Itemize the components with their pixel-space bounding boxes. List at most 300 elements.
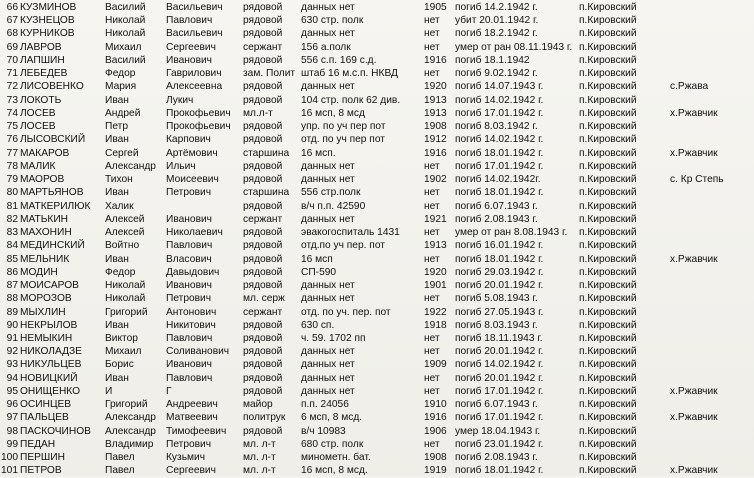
row-birth-year: 1916 xyxy=(424,412,447,424)
row-birth-year: 1922 xyxy=(424,306,447,318)
row-burial-place: п.Кировский xyxy=(579,385,637,397)
row-unit: данных нет xyxy=(301,346,355,358)
row-birth-year: нет xyxy=(424,253,440,265)
row-surname: МАРТЬЯНОВ xyxy=(20,187,84,199)
table-row xyxy=(0,411,754,424)
row-first-name: Халик xyxy=(105,200,134,212)
row-event: погиб 14.2.1942 г. xyxy=(455,2,538,13)
row-rank: мл. л-т xyxy=(243,438,276,450)
row-rank: рядовой xyxy=(243,174,283,186)
table-row xyxy=(0,239,754,252)
row-unit: 104 стр. полк 62 див. xyxy=(301,94,401,106)
table-row xyxy=(0,332,754,345)
row-unit: штаб 16 м.с.п. НКВД xyxy=(301,68,398,80)
row-number: 76 xyxy=(6,134,18,146)
row-number: 71 xyxy=(6,68,18,80)
row-surname: НОВИЦКИЙ xyxy=(20,372,78,384)
row-patronymic: Прокофьевич xyxy=(166,107,231,119)
row-event: погиб 17.01.1942 г. xyxy=(455,412,544,424)
row-first-name: Тихон xyxy=(105,174,133,186)
row-unit: п.п. 24056 xyxy=(301,399,349,411)
row-unit: минометн. бат. xyxy=(301,452,371,464)
row-burial-place: п.Кировский xyxy=(579,266,637,278)
row-event: погиб 27.05.1943 г. xyxy=(455,306,544,318)
row-event: погиб 18.01.1942 г. xyxy=(455,187,544,199)
row-first-name: Сергей xyxy=(105,147,139,159)
row-burial-place: п.Кировский xyxy=(579,438,637,450)
row-event: погиб 17.01.1942 г. xyxy=(455,107,544,119)
table-row xyxy=(0,438,754,451)
row-number: 99 xyxy=(6,438,18,450)
row-number: 83 xyxy=(6,227,18,239)
row-birth-year: нет xyxy=(424,372,440,384)
row-patronymic: Николаевич xyxy=(166,227,223,239)
row-first-name: Григорий xyxy=(105,306,148,318)
row-burial-place: п.Кировский xyxy=(579,293,637,305)
row-surname: ЛАПШИН xyxy=(20,54,65,66)
row-patronymic: Иванович xyxy=(166,359,212,371)
row-rank: рядовой xyxy=(243,121,283,133)
row-birth-year: нет xyxy=(424,333,440,344)
row-rank: рядовой xyxy=(243,240,283,252)
row-patronymic: Иванович xyxy=(166,54,212,66)
row-surname: НИКОЛАДЗЕ xyxy=(20,346,82,358)
row-surname: МАТКЕРИЛЮК xyxy=(20,200,91,212)
row-event: погиб 2.08.1943 г. xyxy=(455,452,538,464)
row-unit: данных нет xyxy=(301,2,355,13)
row-first-name: Алексей xyxy=(105,227,145,239)
row-event: погиб 18.11.1943 г. xyxy=(455,333,543,344)
row-number: 90 xyxy=(6,319,18,331)
row-event: погиб 9.02.1942 г. xyxy=(455,68,538,80)
row-unit: упр. по уч пер пот xyxy=(301,121,386,133)
row-event: погиб 20.01.1942 г. xyxy=(455,372,544,384)
table-row xyxy=(0,133,754,146)
row-patronymic: Сергеевич xyxy=(166,465,216,477)
row-birth-year: нет xyxy=(424,227,440,239)
row-unit: данных нет xyxy=(301,372,355,384)
row-event: погиб 8.03.1942 г. xyxy=(455,121,538,133)
row-number: 75 xyxy=(6,121,18,133)
table-row xyxy=(0,253,754,266)
row-first-name: Иван xyxy=(105,187,129,199)
row-first-name: Николай xyxy=(105,280,146,292)
row-unit: данных нет xyxy=(301,174,355,186)
row-event: погиб 5.08.1943 г. xyxy=(455,293,538,305)
row-surname: НЕКРЫЛОВ xyxy=(20,319,78,331)
table-row xyxy=(0,345,754,358)
row-event: погиб 16.01.1942 г. xyxy=(455,240,544,252)
row-first-name: Иван xyxy=(105,319,129,331)
row-village: х.Ржавчик xyxy=(670,253,718,265)
row-unit: данных нет xyxy=(301,160,355,172)
row-patronymic: Карпович xyxy=(166,134,211,146)
row-rank: сержант xyxy=(243,213,283,225)
row-unit: данных нет xyxy=(301,359,355,371)
row-surname: НИКУЛЬЦЕВ xyxy=(20,359,82,371)
table-row xyxy=(0,200,754,213)
row-birth-year: 1920 xyxy=(424,266,447,278)
row-patronymic: Ильич xyxy=(166,160,196,172)
row-unit: отд. по уч пер пот xyxy=(301,134,385,146)
row-surname: ЛОСЕВ xyxy=(20,107,56,119)
row-unit: 630 стр. полк xyxy=(301,15,364,27)
row-first-name: И xyxy=(105,385,113,397)
table-row xyxy=(0,226,754,239)
row-patronymic: Лукич xyxy=(166,94,194,106)
row-first-name: Александр xyxy=(105,412,156,424)
row-number: 97 xyxy=(6,412,18,424)
row-number: 72 xyxy=(6,81,18,93)
row-event: погиб 14.02.1942 г. xyxy=(455,134,544,146)
row-patronymic: Петрович xyxy=(166,438,212,450)
table-row xyxy=(0,358,754,371)
row-first-name: Александр xyxy=(105,160,156,172)
row-burial-place: п.Кировский xyxy=(579,319,637,331)
row-patronymic: Васильевич xyxy=(166,28,223,40)
row-surname: КУЗНЕЦОВ xyxy=(20,15,75,27)
row-event: погиб 2.08.1943 г. xyxy=(455,213,538,225)
row-surname: МОРОЗОВ xyxy=(20,293,72,305)
row-event: умер от ран 08.11.1943 г. xyxy=(455,41,573,53)
row-burial-place: п.Кировский xyxy=(579,54,637,66)
row-number: 101 xyxy=(1,465,18,477)
row-patronymic: Иванович xyxy=(166,213,212,225)
row-surname: МАТЬКИН xyxy=(20,213,69,225)
table-row xyxy=(0,1,754,14)
row-burial-place: п.Кировский xyxy=(579,68,637,80)
row-number: 73 xyxy=(6,94,18,106)
row-surname: МОИСАРОВ xyxy=(20,280,79,292)
table-row xyxy=(0,425,754,438)
row-patronymic: Власович xyxy=(166,253,212,265)
row-unit: отд. по уч. пер. пот xyxy=(301,306,391,318)
row-first-name: Николай xyxy=(105,28,146,40)
row-patronymic: Г xyxy=(166,385,172,397)
row-surname: ПЕРШИН xyxy=(20,452,65,464)
row-birth-year: нет xyxy=(424,41,440,53)
row-number: 91 xyxy=(6,333,18,344)
row-birth-year: 1913 xyxy=(424,240,447,252)
row-surname: ЛОСЕВ xyxy=(20,121,56,133)
row-unit: 16 мсп, 8 мсд. xyxy=(301,465,368,477)
row-burial-place: п.Кировский xyxy=(579,107,637,119)
row-birth-year: нет xyxy=(424,385,440,397)
row-event: погиб 18.01.1942 г. xyxy=(455,253,544,265)
row-burial-place: п.Кировский xyxy=(579,213,637,225)
row-burial-place: п.Кировский xyxy=(579,359,637,371)
row-birth-year: 1912 xyxy=(424,134,447,146)
row-patronymic: Петрович xyxy=(166,293,212,305)
row-burial-place: п.Кировский xyxy=(579,134,637,146)
row-event: убит 20.01.1942 г. xyxy=(455,15,539,27)
row-event: погиб 18.01.1942 г. xyxy=(455,465,544,477)
row-first-name: Николай xyxy=(105,293,146,305)
row-event: погиб 8.03.1943 г. xyxy=(455,319,538,331)
row-number: 68 xyxy=(6,28,18,40)
row-village: х.Ржавчик xyxy=(670,147,718,159)
row-burial-place: п.Кировский xyxy=(579,465,637,477)
row-rank: сержант xyxy=(243,41,283,53)
row-number: 69 xyxy=(6,41,18,53)
row-birth-year: нет xyxy=(424,346,440,358)
row-rank: рядовой xyxy=(243,54,283,66)
row-birth-year: 1916 xyxy=(424,147,447,159)
row-first-name: Владимир xyxy=(105,438,154,450)
row-surname: ЛЕБЕДЕВ xyxy=(20,68,68,80)
row-first-name: Михаил xyxy=(105,41,142,53)
row-birth-year: 1918 xyxy=(424,319,447,331)
row-first-name: Иван xyxy=(105,134,129,146)
row-rank: рядовой xyxy=(243,359,283,371)
row-birth-year: нет xyxy=(424,28,440,40)
row-number: 66 xyxy=(6,2,18,13)
row-unit: данных нет xyxy=(301,280,355,292)
row-burial-place: п.Кировский xyxy=(579,227,637,239)
table-row xyxy=(0,186,754,199)
row-rank: сержант xyxy=(243,306,283,318)
row-patronymic: Алексеевна xyxy=(166,81,223,93)
row-patronymic: Васильевич xyxy=(166,2,223,13)
row-surname: МОДИН xyxy=(20,266,58,278)
row-patronymic: Давыдович xyxy=(166,266,220,278)
row-unit: 6 мсп, 8 мсд. xyxy=(301,412,363,424)
row-rank: рядовой xyxy=(243,266,283,278)
table-row xyxy=(0,27,754,40)
row-birth-year: 1905 xyxy=(424,2,447,13)
row-birth-year: 1902 xyxy=(424,174,447,186)
row-number: 88 xyxy=(6,293,18,305)
row-burial-place: п.Кировский xyxy=(579,452,637,464)
row-burial-place: п.Кировский xyxy=(579,240,637,252)
row-unit: данных нет xyxy=(301,28,355,40)
row-burial-place: п.Кировский xyxy=(579,200,637,212)
row-burial-place: п.Кировский xyxy=(579,399,637,411)
row-surname: НЕМЫКИН xyxy=(20,333,73,344)
row-surname: МЕДИНСКИЙ xyxy=(20,240,85,252)
row-unit: в/ч п.п. 42590 xyxy=(301,200,366,212)
row-number: 86 xyxy=(6,266,18,278)
row-event: погиб 14.07.1943 г. xyxy=(455,81,544,93)
row-birth-year: нет xyxy=(424,200,440,212)
row-birth-year: 1921 xyxy=(424,213,447,225)
row-unit: 156 а.полк xyxy=(301,41,351,53)
row-unit: 16 мсп xyxy=(301,253,333,265)
row-patronymic: Павлович xyxy=(166,240,213,252)
row-birth-year: 1908 xyxy=(424,452,447,464)
row-first-name: Павел xyxy=(105,452,135,464)
row-number: 85 xyxy=(6,253,18,265)
row-event: погиб 6.07.1943 г. xyxy=(455,399,538,411)
row-birth-year: нет xyxy=(424,68,440,80)
row-village: х.Ржавчик xyxy=(670,465,718,477)
row-number: 84 xyxy=(6,240,18,252)
row-number: 67 xyxy=(6,15,18,27)
row-burial-place: п.Кировский xyxy=(579,15,637,27)
row-burial-place: п.Кировский xyxy=(579,253,637,265)
row-patronymic: Гаврилович xyxy=(166,68,222,80)
row-number: 93 xyxy=(6,359,18,371)
row-patronymic: Матвеевич xyxy=(166,412,218,424)
row-village: с. Кр Степь xyxy=(670,174,724,186)
row-rank: старшина xyxy=(243,147,290,159)
row-unit: данных нет xyxy=(301,293,355,305)
row-unit: 630 сп. xyxy=(301,319,335,331)
row-birth-year: 1920 xyxy=(424,81,447,93)
row-patronymic: Сергеевич xyxy=(166,41,216,53)
row-event: погиб 20.01.1942 г. xyxy=(455,280,544,292)
row-burial-place: п.Кировский xyxy=(579,306,637,318)
table-row xyxy=(0,266,754,279)
row-burial-place: п.Кировский xyxy=(579,346,637,358)
row-burial-place: п.Кировский xyxy=(579,425,637,437)
row-patronymic: Иванович xyxy=(166,280,212,292)
row-birth-year: нет xyxy=(424,438,440,450)
table-row xyxy=(0,14,754,27)
row-number: 94 xyxy=(6,372,18,384)
row-village: х.Ржавчик xyxy=(670,107,718,119)
row-surname: ПЕДАН xyxy=(20,438,56,450)
row-rank: рядовой xyxy=(243,280,283,292)
row-rank: зам. Полит xyxy=(243,68,296,80)
row-burial-place: п.Кировский xyxy=(579,147,637,159)
row-birth-year: 1919 xyxy=(424,465,447,477)
row-rank: рядовой xyxy=(243,253,283,265)
row-unit: данных нет xyxy=(301,81,355,93)
row-number: 96 xyxy=(6,399,18,411)
row-patronymic: Прокофьевич xyxy=(166,121,231,133)
row-rank: мл. серж xyxy=(243,293,285,305)
row-rank: рядовой xyxy=(243,200,283,212)
row-first-name: Петр xyxy=(105,121,128,133)
row-patronymic: Артёмович xyxy=(166,147,218,159)
row-birth-year: нет xyxy=(424,293,440,305)
row-patronymic: Никитович xyxy=(166,319,216,331)
row-patronymic: Петрович xyxy=(166,187,212,199)
row-surname: МЕЛЬНИК xyxy=(20,253,70,265)
row-event: погиб 17.01.1942 г. xyxy=(455,385,544,397)
row-burial-place: п.Кировский xyxy=(579,41,637,53)
row-event: погиб 20.01.1942 г. xyxy=(455,346,544,358)
row-birth-year: 1913 xyxy=(424,107,447,119)
row-surname: КУЗМИНОВ xyxy=(20,2,77,13)
row-rank: рядовой xyxy=(243,425,283,437)
row-event: погиб 17.01.1942 г. xyxy=(455,160,544,172)
row-birth-year: 1901 xyxy=(424,280,447,292)
row-first-name: Виктор xyxy=(105,333,138,344)
row-birth-year: нет xyxy=(424,160,440,172)
row-surname: ПАЛЬЦЕВ xyxy=(20,412,69,424)
row-rank: рядовой xyxy=(243,28,283,40)
row-burial-place: п.Кировский xyxy=(579,280,637,292)
row-burial-place: п.Кировский xyxy=(579,333,637,344)
table-row xyxy=(0,173,754,186)
row-number: 82 xyxy=(6,213,18,225)
row-birth-year: 1910 xyxy=(424,399,447,411)
row-surname: КУРНИКОВ xyxy=(20,28,75,40)
row-rank: рядовой xyxy=(243,160,283,172)
table-row xyxy=(0,67,754,80)
row-number: 92 xyxy=(6,346,18,358)
row-rank: майор xyxy=(243,399,273,411)
row-first-name: Федор xyxy=(105,266,136,278)
row-event: погиб 14.02.1942г. xyxy=(455,174,541,186)
row-patronymic: Соливанович xyxy=(166,346,230,358)
row-patronymic: Андреевич xyxy=(166,399,218,411)
row-birth-year: 1906 xyxy=(424,425,447,437)
row-birth-year: нет xyxy=(424,15,440,27)
row-surname: ПЕТРОВ xyxy=(20,465,62,477)
row-burial-place: п.Кировский xyxy=(579,412,637,424)
row-birth-year: 1908 xyxy=(424,121,447,133)
row-burial-place: п.Кировский xyxy=(579,187,637,199)
row-surname: ЛЫСОВСКИЙ xyxy=(20,134,86,146)
row-first-name: Борис xyxy=(105,359,134,371)
table-row xyxy=(0,451,754,464)
row-rank: рядовой xyxy=(243,346,283,358)
row-number: 79 xyxy=(6,174,18,186)
row-event: погиб 18.01.1942 г. xyxy=(455,147,544,159)
row-rank: рядовой xyxy=(243,81,283,93)
row-surname: ЛАВРОВ xyxy=(20,41,62,53)
row-burial-place: п.Кировский xyxy=(579,2,637,13)
table-row xyxy=(0,54,754,67)
row-event: погиб 29.03.1942 г. xyxy=(455,266,544,278)
row-surname: ОСИНЦЕВ xyxy=(20,399,72,411)
row-event: погиб 18.1.1942 xyxy=(455,54,530,66)
row-patronymic: Антонович xyxy=(166,306,217,318)
row-rank: рядовой xyxy=(243,227,283,239)
row-village: с.Ржава xyxy=(670,81,709,93)
row-number: 81 xyxy=(6,200,18,212)
row-rank: рядовой xyxy=(243,2,283,13)
row-burial-place: п.Кировский xyxy=(579,94,637,106)
row-unit: 680 стр. полк xyxy=(301,438,364,450)
table-row xyxy=(0,292,754,305)
row-rank: рядовой xyxy=(243,319,283,331)
row-birth-year: 1916 xyxy=(424,54,447,66)
row-patronymic: Кузьмич xyxy=(166,452,206,464)
row-birth-year: 1913 xyxy=(424,94,447,106)
row-event: погиб 14.02.1942 г. xyxy=(455,359,544,371)
row-unit: данных нет xyxy=(301,213,355,225)
row-surname: ЛИСОВЕНКО xyxy=(20,81,84,93)
table-row xyxy=(0,319,754,332)
row-birth-year: нет xyxy=(424,187,440,199)
row-first-name: Василий xyxy=(105,54,146,66)
row-unit: ч. 59. 1702 пп xyxy=(301,333,366,344)
row-rank: рядовой xyxy=(243,94,283,106)
table-row xyxy=(0,41,754,54)
row-burial-place: п.Кировский xyxy=(579,81,637,93)
row-patronymic: Павлович xyxy=(166,333,213,344)
row-patronymic: Павлович xyxy=(166,372,213,384)
table-row xyxy=(0,120,754,133)
row-rank: рядовой xyxy=(243,15,283,27)
table-row xyxy=(0,279,754,292)
row-first-name: Николай xyxy=(105,15,146,27)
row-first-name: Иван xyxy=(105,253,129,265)
row-first-name: Иван xyxy=(105,372,129,384)
row-number: 98 xyxy=(6,425,18,437)
row-surname: ПАСКОЧИНОВ xyxy=(20,425,91,437)
row-rank: мл.л-т xyxy=(243,107,273,119)
row-unit: 556 стр.полк xyxy=(301,187,361,199)
row-rank: рядовой xyxy=(243,134,283,146)
row-event: умер 18.04.1943 г. xyxy=(455,425,541,437)
row-unit: 16 мсп, 8 мсд xyxy=(301,107,365,119)
row-burial-place: п.Кировский xyxy=(579,174,637,186)
